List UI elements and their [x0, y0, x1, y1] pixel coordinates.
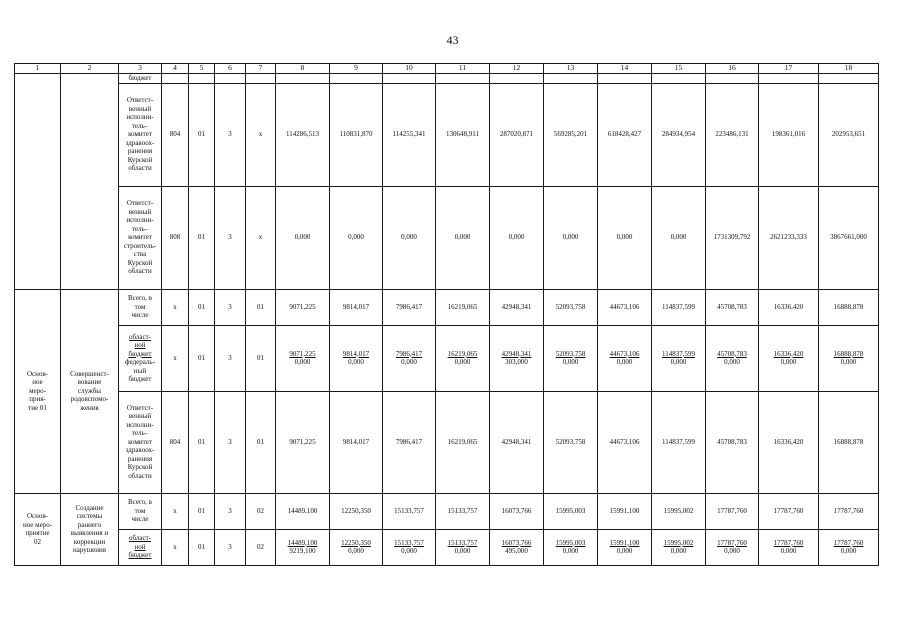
value-regional: 14489,100	[287, 538, 318, 547]
cell-code: 3	[215, 83, 246, 186]
text-line: венный	[128, 412, 152, 421]
cell-recipient	[119, 391, 162, 493]
table-row	[15, 83, 879, 186]
value-regional: 15995,002	[663, 538, 694, 547]
text-line: област-	[129, 332, 151, 341]
value-federal: 495,000	[505, 547, 528, 555]
value-regional: 16073,766	[501, 538, 532, 547]
cell-value: 7986,417	[383, 391, 436, 493]
cell-value: 16888,878	[819, 289, 879, 325]
table-row	[15, 289, 879, 325]
text-line: ное	[32, 378, 43, 387]
cell-value: 0,000	[598, 186, 652, 289]
page-number: 43	[446, 33, 459, 47]
cell-recipient	[119, 289, 162, 325]
text-line: родовспомо-	[70, 395, 109, 404]
cell-value: 44673,106	[598, 391, 652, 493]
value-regional: 7986,417	[395, 349, 423, 358]
text-line: вование	[77, 378, 102, 387]
value-regional: 15991,100	[609, 538, 640, 547]
text-line: ной	[134, 341, 146, 349]
cell-code: 01	[189, 391, 215, 493]
table-row	[15, 493, 879, 529]
cell-code: 01	[189, 289, 215, 325]
text-line: тель–	[131, 429, 149, 438]
text-line: Совершенст-	[70, 369, 109, 378]
header-cell: 17	[759, 64, 819, 74]
value-regional: 17787,760	[833, 538, 864, 547]
text-line: исполни-	[126, 216, 154, 225]
cell-code: х	[246, 83, 276, 186]
text-line: строитель-	[123, 241, 157, 250]
text-line: венный	[128, 104, 152, 113]
header-cell: 8	[276, 64, 330, 74]
text-line: том	[134, 506, 146, 515]
cell-value: 0,000	[436, 186, 490, 289]
text-line: Курской	[127, 463, 153, 472]
text-line: ранения	[127, 454, 153, 463]
value-regional: 44673,106	[609, 349, 640, 358]
cell-value: 0,000	[276, 186, 330, 289]
cell-code: 01	[189, 83, 215, 186]
cell-empty	[61, 73, 119, 289]
cell-code: 02	[246, 493, 276, 529]
cell-value: 16888,878	[819, 391, 879, 493]
cell-value: 52093,758	[544, 391, 598, 493]
text-line: бюджет	[128, 349, 152, 358]
cell-measure-title	[61, 289, 119, 493]
text-line: выявления и	[70, 529, 109, 537]
header-cell: 1	[15, 64, 61, 74]
value-federal: 303,000	[505, 358, 528, 366]
value-federal: 0,000	[401, 358, 417, 366]
cell-value	[598, 325, 652, 391]
value-federal: 9219,100	[289, 547, 316, 555]
cell-code: 01	[189, 493, 215, 529]
cell-value	[383, 529, 436, 565]
cell-value: 9814,017	[330, 391, 383, 493]
value-federal: 0,000	[724, 358, 740, 366]
text-line: области	[128, 164, 152, 173]
cell-value: 42948,341	[490, 289, 544, 325]
cell-value: 16219,065	[436, 391, 490, 493]
value-regional: 17787,760	[717, 538, 747, 547]
cell-value: 16336,420	[759, 289, 819, 325]
value-federal: 0,000	[562, 358, 579, 366]
header-cell: 10	[383, 64, 436, 74]
text-line: ранения	[127, 147, 153, 156]
cell-value: 15995,002	[652, 493, 706, 529]
value-federal: 0,000	[401, 547, 417, 555]
cell-value: 0,000	[383, 186, 436, 289]
text-line: службы	[77, 386, 102, 395]
cell-value: 17787,760	[759, 493, 819, 529]
value-federal: 0,000	[840, 358, 857, 366]
table-row	[15, 325, 879, 391]
cell-code: 3	[215, 289, 246, 325]
value-regional: 52093,758	[555, 349, 586, 358]
budget-table	[14, 63, 879, 566]
cell-value: 0,000	[652, 186, 706, 289]
cell-code: 3	[215, 529, 246, 565]
text-line: ное меро-	[22, 520, 53, 529]
cell-value	[490, 325, 544, 391]
table-row	[15, 391, 879, 493]
cell-value	[819, 325, 879, 391]
cell-code: 01	[246, 325, 276, 391]
cell-empty	[15, 73, 61, 289]
cell-code: 3	[215, 186, 246, 289]
value-regional: 9071,225	[289, 349, 316, 358]
cell-code: 02	[246, 529, 276, 565]
text-line: комитет	[128, 130, 152, 139]
value-regional: 16336,420	[773, 349, 804, 358]
text-line: Ответст-	[126, 199, 154, 208]
text-line: здравоох-	[125, 138, 155, 147]
cell-value: 15133,757	[383, 493, 436, 529]
cell-value: 1731309,792	[706, 186, 759, 289]
table-row	[15, 186, 879, 289]
text-line: Ответст-	[126, 96, 154, 105]
cell-code: 808	[162, 186, 189, 289]
value-federal: 0,000	[840, 547, 857, 555]
cell-code: 3	[215, 493, 246, 529]
text-line: области	[128, 267, 152, 276]
cell-value	[436, 529, 490, 565]
text-line: бюджет	[128, 73, 152, 82]
cell-recipient	[119, 73, 162, 83]
cell-value: 9071,225	[276, 289, 330, 325]
cell-value	[276, 529, 330, 565]
cell-code: 01	[189, 529, 215, 565]
cell-value: 52093,758	[544, 289, 598, 325]
cell-value: 2621233,333	[759, 186, 819, 289]
cell-value	[652, 325, 706, 391]
table-row	[15, 529, 879, 565]
cell-code: 01	[246, 391, 276, 493]
cell-value: 17787,760	[706, 493, 759, 529]
text-line: Основ-	[26, 512, 49, 520]
text-line: числе	[131, 515, 149, 524]
cell-value	[819, 529, 879, 565]
cell-value: 114286,513	[276, 83, 330, 186]
cell-code: 01	[189, 186, 215, 289]
cell-code: х	[162, 529, 189, 565]
cell-code: 01	[246, 289, 276, 325]
cell-measure-title	[61, 493, 119, 565]
text-line: меро-	[29, 386, 46, 395]
text-line: ный	[133, 366, 147, 375]
cell-value: 9071,225	[276, 391, 330, 493]
text-line: исполни-	[126, 113, 154, 122]
header-row	[15, 64, 879, 74]
cell-value: 569285,201	[544, 83, 598, 186]
header-cell: 2	[61, 64, 119, 74]
value-federal: 0,000	[780, 547, 797, 555]
cell-value	[330, 529, 383, 565]
value-regional: 9814,017	[342, 349, 370, 358]
cell-value: 284934,954	[652, 83, 706, 186]
cell-value: 44673,106	[598, 289, 652, 325]
value-regional: 15133,757	[394, 538, 424, 547]
cell-value: 15133,757	[436, 493, 490, 529]
cell-value	[383, 325, 436, 391]
value-federal: 0,000	[348, 358, 364, 366]
cell-code: 3	[215, 325, 246, 391]
cell-value	[652, 529, 706, 565]
text-line: жения	[80, 403, 99, 412]
cell-value	[436, 325, 490, 391]
text-line: коррекции	[73, 537, 106, 546]
cell-code: х	[246, 186, 276, 289]
value-federal: 0,000	[670, 547, 687, 555]
cell-value: 198361,016	[759, 83, 819, 186]
header-cell: 13	[544, 64, 598, 74]
text-line: Всего, в	[128, 498, 152, 507]
cell-code: х	[162, 289, 189, 325]
text-line: ной	[134, 542, 146, 551]
text-line: федераль-	[125, 358, 155, 366]
header-cell: 15	[652, 64, 706, 74]
header-cell: 5	[189, 64, 215, 74]
value-regional: 16219,065	[447, 349, 478, 358]
text-line: системы	[76, 512, 103, 520]
value-federal: 0,000	[348, 547, 364, 555]
text-line: тель–	[131, 121, 149, 130]
cell-value	[544, 325, 598, 391]
text-line: Курской	[127, 258, 153, 267]
cell-value	[330, 325, 383, 391]
text-line: нарушения	[73, 546, 106, 554]
cell-value	[490, 529, 544, 565]
text-line: бюджет	[128, 551, 152, 560]
cell-code: 804	[162, 83, 189, 186]
text-line: тие 01	[28, 403, 47, 412]
cell-measure-name	[15, 493, 61, 565]
text-line: комитет	[128, 437, 152, 446]
text-line: 02	[34, 537, 41, 546]
header-cell: 7	[246, 64, 276, 74]
cell-value: 17787,760	[819, 493, 879, 529]
cell-value: 223486,131	[706, 83, 759, 186]
value-federal: 0,000	[616, 358, 633, 366]
text-line: здравоох-	[125, 446, 155, 455]
cell-recipient	[119, 186, 162, 289]
cell-value: 202953,651	[819, 83, 879, 186]
cell-value: 618428,427	[598, 83, 652, 186]
header-cell: 16	[706, 64, 759, 74]
cell-recipient	[119, 83, 162, 186]
cell-value: 3867661,000	[819, 186, 879, 289]
value-federal: 0,000	[454, 547, 471, 555]
value-regional: 114837,599	[662, 349, 695, 358]
cell-value: 0,000	[544, 186, 598, 289]
cell-value: 110831,870	[330, 83, 383, 186]
cell-value: 114837,599	[652, 289, 706, 325]
text-line: ства	[133, 250, 147, 259]
cell-code: х	[162, 325, 189, 391]
value-regional: 42948,341	[501, 349, 532, 358]
text-line: раннего	[77, 520, 102, 529]
cell-code: 804	[162, 391, 189, 493]
cell-measure-name	[15, 289, 61, 493]
cell-value: 45708,783	[706, 289, 759, 325]
value-federal: 0,000	[616, 547, 633, 555]
header-cell: 12	[490, 64, 544, 74]
cell-code: 01	[189, 325, 215, 391]
value-regional: 15995,003	[555, 538, 586, 547]
text-line: прия-	[29, 395, 46, 404]
cell-value: 16073,766	[490, 493, 544, 529]
cell-recipient	[119, 493, 162, 529]
text-line: тель–	[131, 224, 149, 233]
text-line: области	[128, 471, 152, 480]
header-cell: 14	[598, 64, 652, 74]
text-line: том	[134, 302, 146, 311]
cell-value	[598, 529, 652, 565]
cell-value	[706, 325, 759, 391]
cell-value: 16219,065	[436, 289, 490, 325]
cell-value: 42948,341	[490, 391, 544, 493]
text-line: венный	[128, 207, 152, 216]
text-line: числе	[131, 311, 149, 320]
cell-value: 0,000	[490, 186, 544, 289]
value-regional: 12250,350	[341, 538, 371, 547]
value-federal: 0,000	[294, 358, 311, 366]
value-regional: 16888,878	[833, 349, 864, 358]
cell-value: 287020,871	[490, 83, 544, 186]
cell-value	[759, 529, 819, 565]
text-line: област-	[129, 534, 151, 543]
header-cell: 11	[436, 64, 490, 74]
header-cell: 4	[162, 64, 189, 74]
text-line: Курской	[127, 155, 153, 164]
cell-value: 15991,100	[598, 493, 652, 529]
cell-code: 3	[215, 391, 246, 493]
text-line: Создание	[75, 503, 104, 512]
text-line: Ответст-	[126, 403, 154, 412]
value-regional: 45708,783	[717, 349, 747, 358]
header-cell: 9	[330, 64, 383, 74]
cell-value: 9814,017	[330, 289, 383, 325]
text-line: комитет	[128, 233, 152, 242]
text-line: исполни-	[126, 420, 154, 429]
cell-recipient	[119, 325, 162, 391]
header-cell: 6	[215, 64, 246, 74]
cell-value: 16336,420	[759, 391, 819, 493]
text-line: бюджет	[128, 375, 152, 383]
cell-value	[544, 529, 598, 565]
value-federal: 0,000	[724, 547, 740, 555]
cell-value: 45708,783	[706, 391, 759, 493]
table-row	[15, 73, 879, 83]
header-cell: 18	[819, 64, 879, 74]
cell-value: 15995,003	[544, 493, 598, 529]
cell-value: 12250,350	[330, 493, 383, 529]
cell-value	[706, 529, 759, 565]
value-federal: 0,000	[670, 358, 687, 366]
cell-value	[276, 325, 330, 391]
cell-value: 7986,417	[383, 289, 436, 325]
header-cell: 3	[119, 64, 162, 74]
text-line: Всего, в	[128, 294, 152, 303]
value-regional: 15133,757	[447, 538, 478, 547]
value-federal: 0,000	[454, 358, 471, 366]
cell-value: 130648,911	[436, 83, 490, 186]
value-regional: 17787,760	[773, 538, 804, 547]
cell-value: 114255,341	[383, 83, 436, 186]
cell-value: 114837,599	[652, 391, 706, 493]
cell-recipient	[119, 529, 162, 565]
text-line: приятие	[25, 529, 50, 537]
text-line: Основ-	[26, 369, 49, 378]
cell-code: х	[162, 493, 189, 529]
value-federal: 0,000	[562, 547, 579, 555]
cell-value: 0,000	[330, 186, 383, 289]
cell-value: 14489,100	[276, 493, 330, 529]
cell-value	[759, 325, 819, 391]
value-federal: 0,000	[780, 358, 797, 366]
